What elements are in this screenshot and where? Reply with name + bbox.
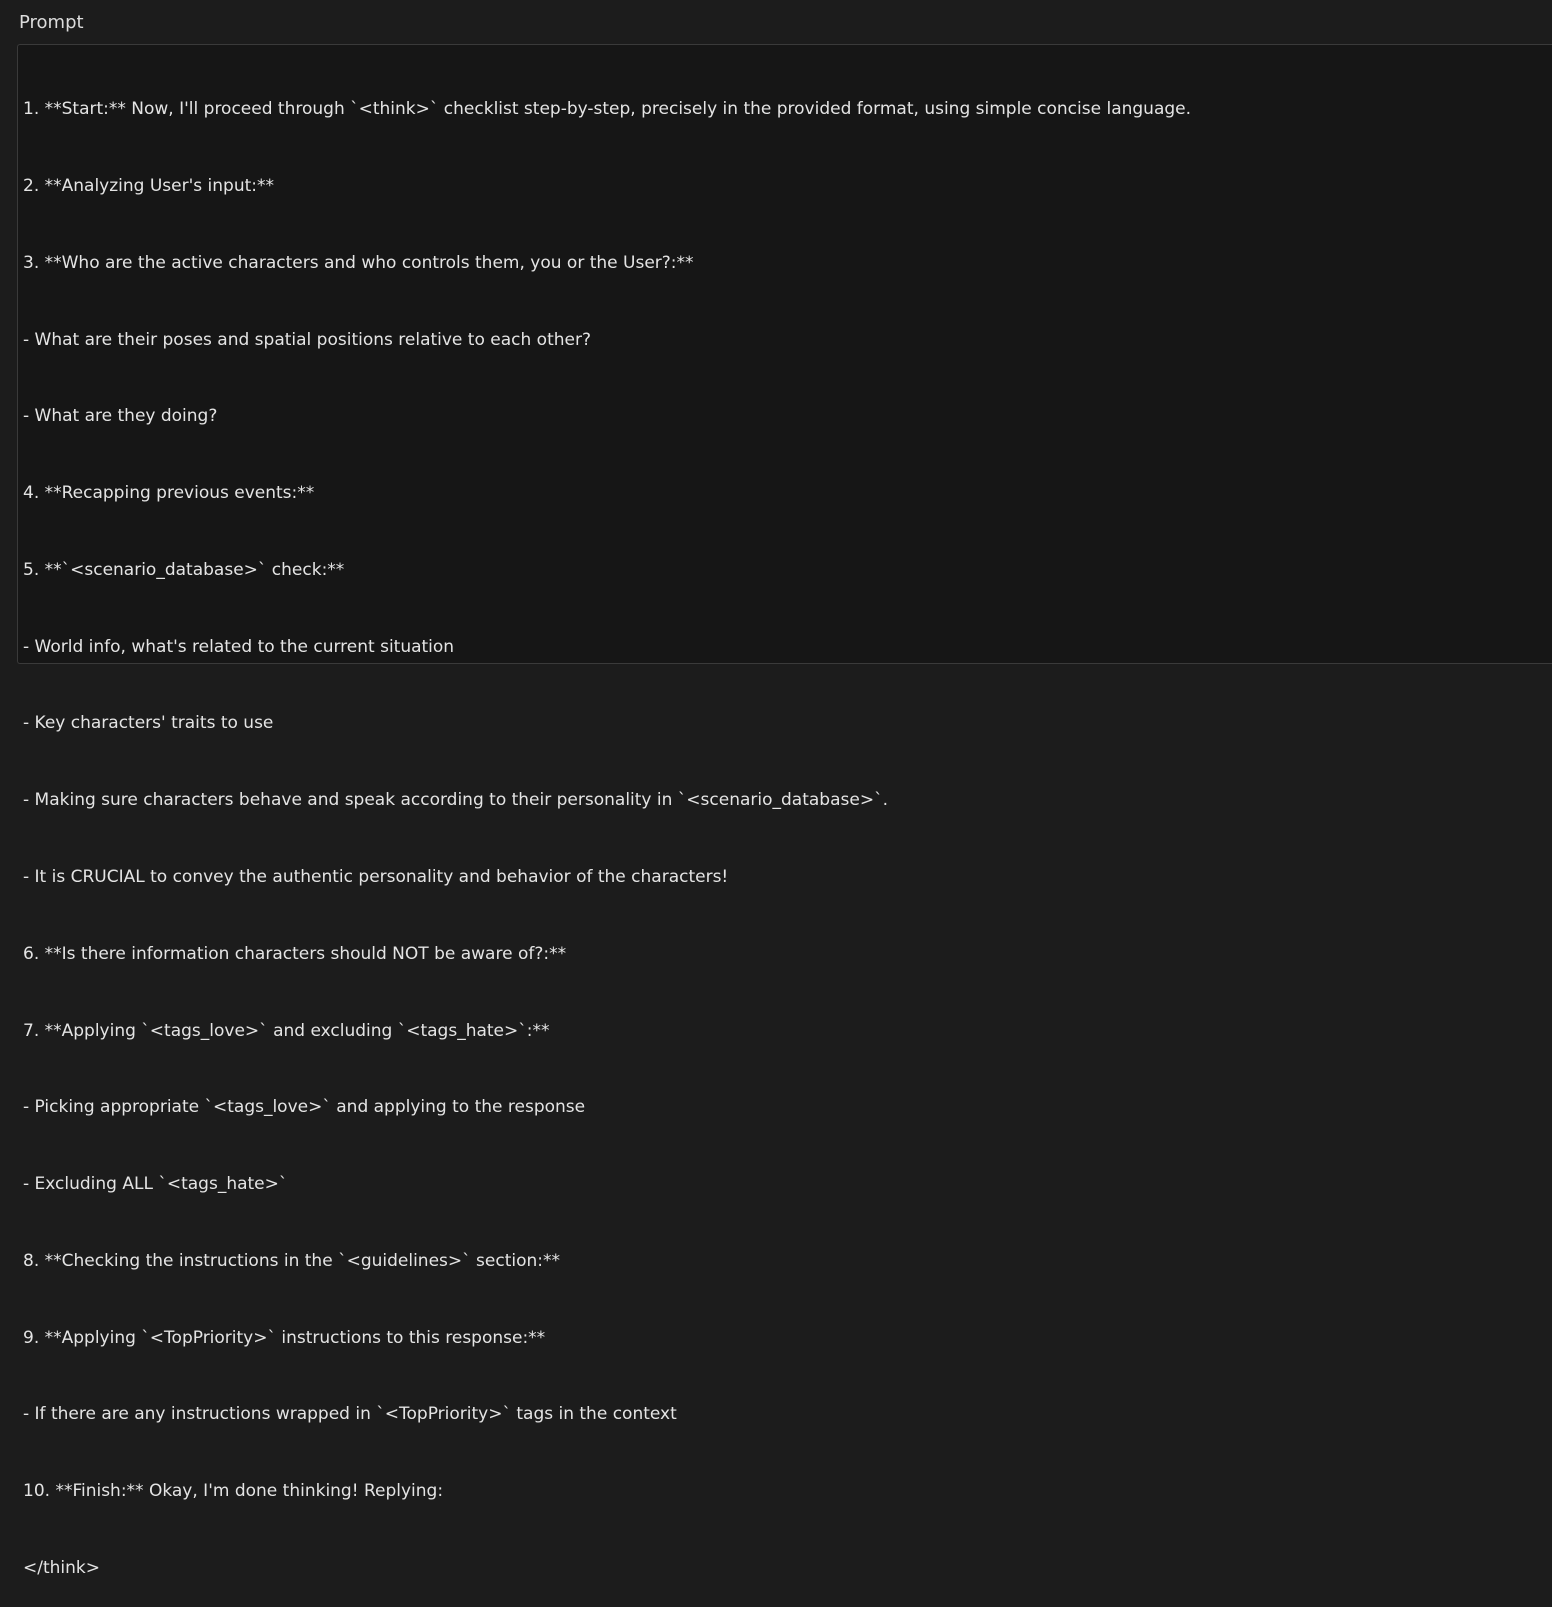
prompt-line: 6. **Is there information characters should NOT be aware of?:** xyxy=(23,943,567,964)
prompt-line: - Picking appropriate `<tags_love>` and applying to the response xyxy=(23,1097,586,1118)
prompt-line: - Key characters' traits to use xyxy=(23,713,274,734)
prompt-line: - World info, what's related to the current situation xyxy=(23,636,455,657)
prompt-line: - It is CRUCIAL to convey the authentic personality and behavior of the characters! xyxy=(23,867,729,887)
prompt-line: </think> xyxy=(23,1558,100,1579)
prompt-line: 1. **Start:** Now, I'll proceed through `<think>` checklist step-by-step, precisely in the provided format, using simple concise language. xyxy=(23,99,1192,120)
prompt-line: - Making sure characters behave and speak according to their personality in `<scenario_database>`. xyxy=(23,790,888,811)
prompt-line: - What are their poses and spatial positions relative to each other? xyxy=(23,329,591,350)
prompt-label: Prompt xyxy=(19,12,84,33)
prompt-line: 4. **Recapping previous events:** xyxy=(23,483,315,504)
prompt-line: 2. **Analyzing User's input:** xyxy=(23,175,274,196)
prompt-textarea[interactable] xyxy=(17,44,1552,1579)
prompt-line: - What are they doing? xyxy=(23,406,218,427)
prompt-line: 5. **`<scenario_database>` check:** xyxy=(23,559,345,580)
prompt-line: 10. **Finish:** Okay, I'm done thinking! Replying: xyxy=(23,1481,444,1502)
prompt-line: 9. **Applying `<TopPriority>` instructions to this response:** xyxy=(23,1327,546,1348)
prompt-line: - If there are any instructions wrapped in `<TopPriority>` tags in the context xyxy=(23,1404,677,1425)
prompt-line: 3. **Who are the active characters and who controls them, you or the User?:** xyxy=(23,252,694,273)
prompt-line: 8. **Checking the instructions in the `<guidelines>` section:** xyxy=(23,1250,560,1271)
prompt-line: 7. **Applying `<tags_love>` and excluding `<tags_hate>`:** xyxy=(23,1020,550,1041)
prompt-line: - Excluding ALL `<tags_hate>` xyxy=(23,1174,288,1195)
